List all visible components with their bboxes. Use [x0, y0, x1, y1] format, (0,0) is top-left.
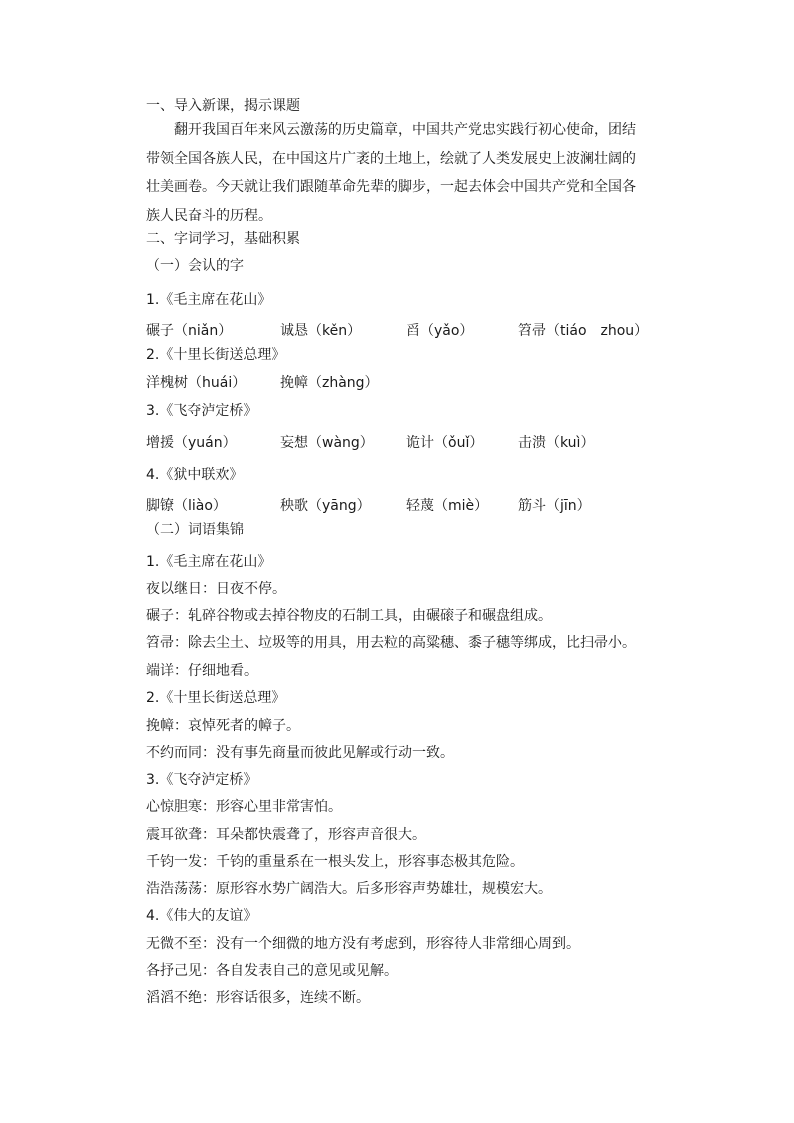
group-title: 1.《毛主席在花山》 [146, 292, 272, 308]
vocab-item: 各抒己见：各自发表自己的意见或见解。 [146, 963, 398, 979]
word-item: 舀（yǎo） [406, 323, 474, 339]
word-item: 诡计（ǒuǐ） [406, 435, 484, 451]
vocab-item: 笤帚：除去尘土、垃圾等的用具，用去粒的高粱穗、黍子穗等绑成，比扫帚小。 [146, 635, 636, 651]
subsection-recognize-characters: （一）会认的字 [146, 258, 244, 274]
section-1-paragraph: 翻开我国百年来风云激荡的历史篇章，中国共产党忠实践行初心使命，团结带领全国各族人民，在中国这片广袤的土地上，绘就了人类发展史上波澜壮阔的壮美画卷。今天就让我们跟随革命先辈的脚步，一起去体会中国共产党和全国各族人民奋斗的历程。 [146, 122, 636, 224]
word-item: 笤帚（tiáo zhou） [518, 323, 649, 339]
vocab-item: 端详：仔细地看。 [146, 663, 258, 679]
word-item: 诚恳（kěn） [280, 323, 362, 339]
word-item: 脚镣（liào） [146, 498, 227, 514]
word-item: 洋槐树（huái） [146, 375, 247, 391]
word-item: 增援（yuán） [146, 435, 237, 451]
vocab-item: 挽幛：哀悼死者的幛子。 [146, 718, 300, 734]
vocab-item: 心惊胆寒：形容心里非常害怕。 [146, 799, 342, 815]
vocab-item: 千钧一发：千钧的重量系在一根头发上，形容事态极其危险。 [146, 854, 524, 870]
vocab-item: 滔滔不绝：形容话很多，连续不断。 [146, 990, 370, 1006]
word-item: 筋斗（jīn） [518, 498, 591, 514]
vocab-group-title: 4.《伟大的友谊》 [146, 908, 258, 924]
group-title: 2.《十里长街送总理》 [146, 347, 286, 363]
word-item: 碾子（niǎn） [146, 323, 233, 339]
vocab-item: 不约而同：没有事先商量而彼此见解或行动一致。 [146, 745, 454, 761]
group-title: 4.《狱中联欢》 [146, 467, 244, 483]
vocab-item: 浩浩荡荡：原形容水势广阔浩大。后多形容声势雄壮，规模宏大。 [146, 881, 552, 897]
vocab-group-title: 2.《十里长街送总理》 [146, 690, 286, 706]
word-item: 妄想（wàng） [280, 435, 374, 451]
subsection-vocabulary: （二）词语集锦 [146, 522, 244, 538]
vocab-item: 无微不至：没有一个细微的地方没有考虑到，形容待人非常细心周到。 [146, 936, 580, 952]
word-item: 秧歌（yāng） [280, 498, 371, 514]
vocab-group-title: 1.《毛主席在花山》 [146, 554, 272, 570]
vocab-group-title: 3.《飞夺泸定桥》 [146, 772, 258, 788]
word-item: 挽幛（zhàng） [280, 375, 379, 391]
word-item: 击溃（kuì） [518, 435, 595, 451]
vocab-item: 震耳欲聋：耳朵都快震聋了，形容声音很大。 [146, 827, 426, 843]
vocab-item: 夜以继日：日夜不停。 [146, 581, 286, 597]
vocab-item: 碾子：轧碎谷物或去掉谷物皮的石制工具，由碾磙子和碾盘组成。 [146, 608, 552, 624]
section-1-heading: 一、导入新课，揭示课题 [146, 98, 300, 114]
group-title: 3.《飞夺泸定桥》 [146, 403, 258, 419]
section-2-heading: 二、字词学习，基础积累 [146, 231, 300, 247]
word-item: 轻蔑（miè） [406, 498, 489, 514]
